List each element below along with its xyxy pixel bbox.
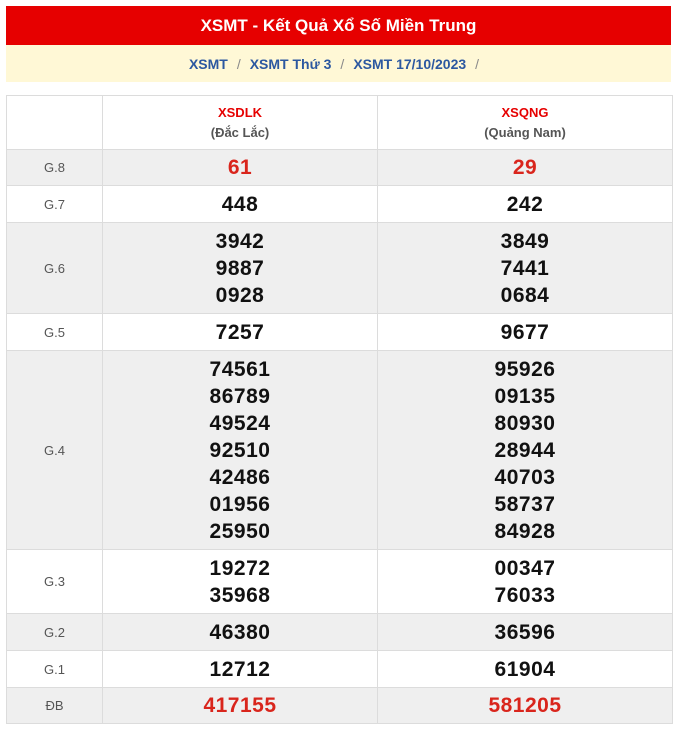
winning-number: 417155 bbox=[203, 694, 277, 717]
prize-row bbox=[7, 651, 673, 688]
winning-number: 01956 bbox=[209, 492, 271, 516]
prize-cell bbox=[378, 186, 673, 223]
results-table bbox=[6, 95, 673, 724]
winning-number: 3849 bbox=[500, 229, 550, 253]
winning-number: 9887 bbox=[215, 256, 265, 280]
winning-number: 7441 bbox=[500, 256, 550, 280]
table-header-row bbox=[7, 96, 673, 150]
winning-number: 25950 bbox=[209, 519, 271, 543]
prize-row bbox=[7, 186, 673, 223]
breadcrumb bbox=[6, 45, 671, 82]
prize-row bbox=[7, 351, 673, 550]
winning-number: 92510 bbox=[209, 438, 271, 462]
header-corner-cell bbox=[7, 96, 103, 150]
prize-label: G.3 bbox=[7, 550, 103, 614]
prize-label: ĐB bbox=[7, 688, 103, 724]
breadcrumb-separator: / bbox=[236, 55, 241, 72]
winning-number: 29 bbox=[512, 156, 538, 179]
winning-number: 74561 bbox=[209, 357, 271, 381]
prize-cell bbox=[378, 614, 673, 651]
winning-number: 76033 bbox=[494, 583, 556, 607]
prize-cell bbox=[378, 223, 673, 314]
prize-label: G.1 bbox=[7, 651, 103, 688]
province-name: (Quảng Nam) bbox=[484, 124, 566, 140]
prize-cell bbox=[378, 150, 673, 186]
winning-number: 0684 bbox=[500, 283, 550, 307]
winning-number: 3942 bbox=[215, 229, 265, 253]
prize-cell bbox=[378, 550, 673, 614]
winning-number: 61904 bbox=[494, 657, 556, 681]
winning-number: 09135 bbox=[494, 384, 556, 408]
prize-cell bbox=[378, 351, 673, 550]
prize-label: G.6 bbox=[7, 223, 103, 314]
province-header-2 bbox=[378, 96, 673, 150]
prize-cell bbox=[103, 651, 378, 688]
breadcrumb-link-weekday[interactable]: XSMT Thứ 3 bbox=[249, 55, 332, 72]
breadcrumb-link-xsmt[interactable]: XSMT bbox=[188, 55, 228, 72]
winning-number: 242 bbox=[506, 192, 544, 216]
province-header-1 bbox=[103, 96, 378, 150]
winning-number: 58737 bbox=[494, 492, 556, 516]
breadcrumb-link-date[interactable]: XSMT 17/10/2023 bbox=[353, 55, 467, 72]
prize-cell bbox=[103, 186, 378, 223]
breadcrumb-separator: / bbox=[475, 55, 480, 72]
prize-cell bbox=[103, 614, 378, 651]
page-title: XSMT - Kết Quả Xổ Số Miền Trung bbox=[6, 6, 671, 45]
winning-number: 95926 bbox=[494, 357, 556, 381]
province-name: (Đắc Lắc) bbox=[210, 124, 270, 140]
winning-number: 61 bbox=[227, 156, 253, 179]
winning-number: 12712 bbox=[209, 657, 271, 681]
prize-cell bbox=[103, 550, 378, 614]
prize-cell bbox=[103, 314, 378, 351]
winning-number: 46380 bbox=[209, 620, 271, 644]
prize-table-body bbox=[7, 150, 673, 724]
prize-row bbox=[7, 614, 673, 651]
prize-cell bbox=[378, 314, 673, 351]
breadcrumb-separator: / bbox=[340, 55, 345, 72]
prize-cell bbox=[103, 688, 378, 724]
prize-cell bbox=[103, 150, 378, 186]
winning-number: 581205 bbox=[488, 694, 562, 717]
winning-number: 0928 bbox=[215, 283, 265, 307]
winning-number: 19272 bbox=[209, 556, 271, 580]
prize-row bbox=[7, 550, 673, 614]
prize-row bbox=[7, 223, 673, 314]
prize-label: G.2 bbox=[7, 614, 103, 651]
prize-label: G.8 bbox=[7, 150, 103, 186]
winning-number: 35968 bbox=[209, 583, 271, 607]
winning-number: 80930 bbox=[494, 411, 556, 435]
prize-label: G.5 bbox=[7, 314, 103, 351]
prize-cell bbox=[103, 223, 378, 314]
prize-label: G.4 bbox=[7, 351, 103, 550]
prize-cell bbox=[378, 651, 673, 688]
prize-cell bbox=[378, 688, 673, 724]
winning-number: 49524 bbox=[209, 411, 271, 435]
prize-row bbox=[7, 688, 673, 724]
prize-cell bbox=[103, 351, 378, 550]
winning-number: 00347 bbox=[494, 556, 556, 580]
province-code[interactable]: XSQNG bbox=[501, 104, 549, 120]
prize-row bbox=[7, 150, 673, 186]
province-code[interactable]: XSDLK bbox=[217, 104, 263, 120]
winning-number: 448 bbox=[221, 192, 259, 216]
winning-number: 42486 bbox=[209, 465, 271, 489]
winning-number: 40703 bbox=[494, 465, 556, 489]
winning-number: 7257 bbox=[215, 320, 265, 344]
prize-row bbox=[7, 314, 673, 351]
winning-number: 9677 bbox=[500, 320, 550, 344]
winning-number: 86789 bbox=[209, 384, 271, 408]
winning-number: 36596 bbox=[494, 620, 556, 644]
winning-number: 28944 bbox=[494, 438, 556, 462]
prize-label: G.7 bbox=[7, 186, 103, 223]
winning-number: 84928 bbox=[494, 519, 556, 543]
